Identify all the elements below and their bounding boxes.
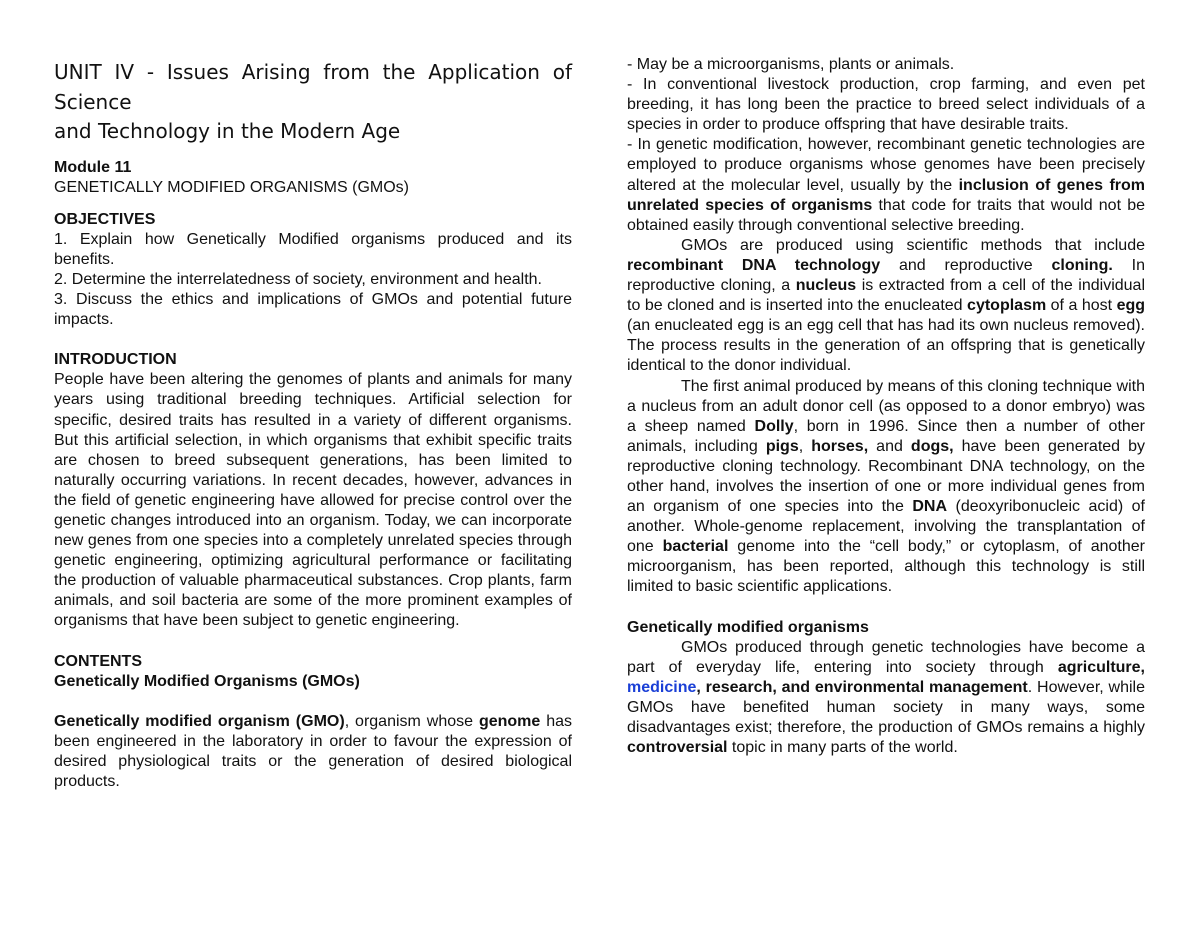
contents-subheading: Genetically Modified Organisms (GMOs)	[54, 672, 360, 690]
objective-item-2: 2. Determine the interrelatedness of society, environment and health.	[54, 270, 542, 288]
gmo-term: Genetically modified organism (GMO)	[54, 712, 345, 730]
gmo-definition: Genetically modified organism (GMO), organism whose genome has been engineered in the laboratory in order to favour the expression of desired physiological traits or the generation of desired biological products.	[54, 712, 572, 791]
left-column	[54, 58, 572, 792]
medicine-term: medicine	[627, 678, 697, 696]
bullet-2: - In conventional livestock production, crop farming, and even pet breeding, it has long been the practice to breed select individuals of a species in order to produce offspring that have desirable traits.	[627, 76, 1145, 134]
objectives-heading: OBJECTIVES	[54, 210, 156, 228]
contents-heading: CONTENTS	[54, 652, 142, 670]
paragraph-dolly: The first animal produced by means of this cloning technique with a nucleus from an adult donor cell (as opposed to a donor embryo) was a sheep named Dolly, born in 1996. Since then a number of other animals, including pigs, horses, and dogs, have been generated by reproductive cloning technology. Recombinant DNA technology, on the other hand, involves the insertion of one or more individual genes from an organism of one species into the DNA (deoxyribonucleic acid) of another. Whole-genome replacement, involving the transplantation of one bacterial genome into the “cell body,” or cytoplasm, of another microorganism, has been reported, although this technology is still limited to basic scientific applications.	[627, 377, 1146, 596]
paragraph-society: GMOs produced through genetic technologies have become a part of everyday life, entering into society through agriculture, medicine, research, and environmental management. However, while GMOs have benefited human society in many ways, some disadvantages exist; therefore, the production of GMOs remains a highly controversial topic in many parts of the world.	[627, 638, 1145, 757]
objective-item-1: 1. Explain how Genetically Modified organisms produced and its benefits.	[54, 230, 572, 268]
paragraph-cloning: GMOs are produced using scientific methods that include recombinant DNA technology and reproductive cloning. In reproductive cloning, a nucleus is extracted from a cell of the individual to be cloned and is inserted into the enucleated cytoplasm of a host egg (an enucleated egg is an egg cell that has had its own nucleus removed). The process results in the generation of an offspring that is genetically identical to the donor individual.	[627, 236, 1146, 375]
objective-item-3: 3. Discuss the ethics and implications of GMOs and potential future impacts.	[54, 291, 572, 329]
module-name: GENETICALLY MODIFIED ORGANISMS (GMOs)	[54, 178, 409, 196]
gmo-section-heading: Genetically modified organisms	[627, 618, 869, 636]
bullet-1: - May be a microorganisms, plants or animals.	[627, 56, 955, 73]
introduction-heading: INTRODUCTION	[54, 351, 177, 369]
introduction-text: People have been altering the genomes of plants and animals for many years using traditional breeding techniques. Artificial selection for specific, desired traits has resulted in a variety of different organisms. But this artificial selection, in which organisms that exhibit specific traits are chosen to breed subsequent generations, has been limited to naturally occurring variations. In recent decades, however, advances in the field of genetic engineering have allowed for precise control over the genetic changes introduced into an organism. Today, we can incorporate new genes from one species into a completely unrelated species through genetic engineering, optimizing agricultural performance or facilitating the production of valuable pharmaceutical substances. Crop plants, farm animals, and soil bacteria are some of the more prominent examples of organisms that have been subject to genetic engineering.	[54, 371, 572, 630]
unit-title-line1: UNIT IV - Issues Arising from the Application of Science	[54, 60, 572, 114]
unit-title-line2: and Technology in the Modern Age	[54, 119, 401, 143]
bullet-3: - In genetic modification, however, recombinant genetic technologies are employed to produce organisms whose genomes have been precisely altered at the molecular level, usually by the inclusion of genes from unrelated species of organisms that code for traits that would not be obtained easily through conventional selective breeding.	[627, 136, 1146, 234]
unit-title	[54, 58, 572, 147]
right-column	[627, 55, 1145, 758]
genome-term: genome	[478, 712, 541, 730]
unrelated-species-term: inclusion of genes from unrelated species of organisms	[627, 176, 1145, 214]
module-label: Module 11	[54, 158, 132, 176]
